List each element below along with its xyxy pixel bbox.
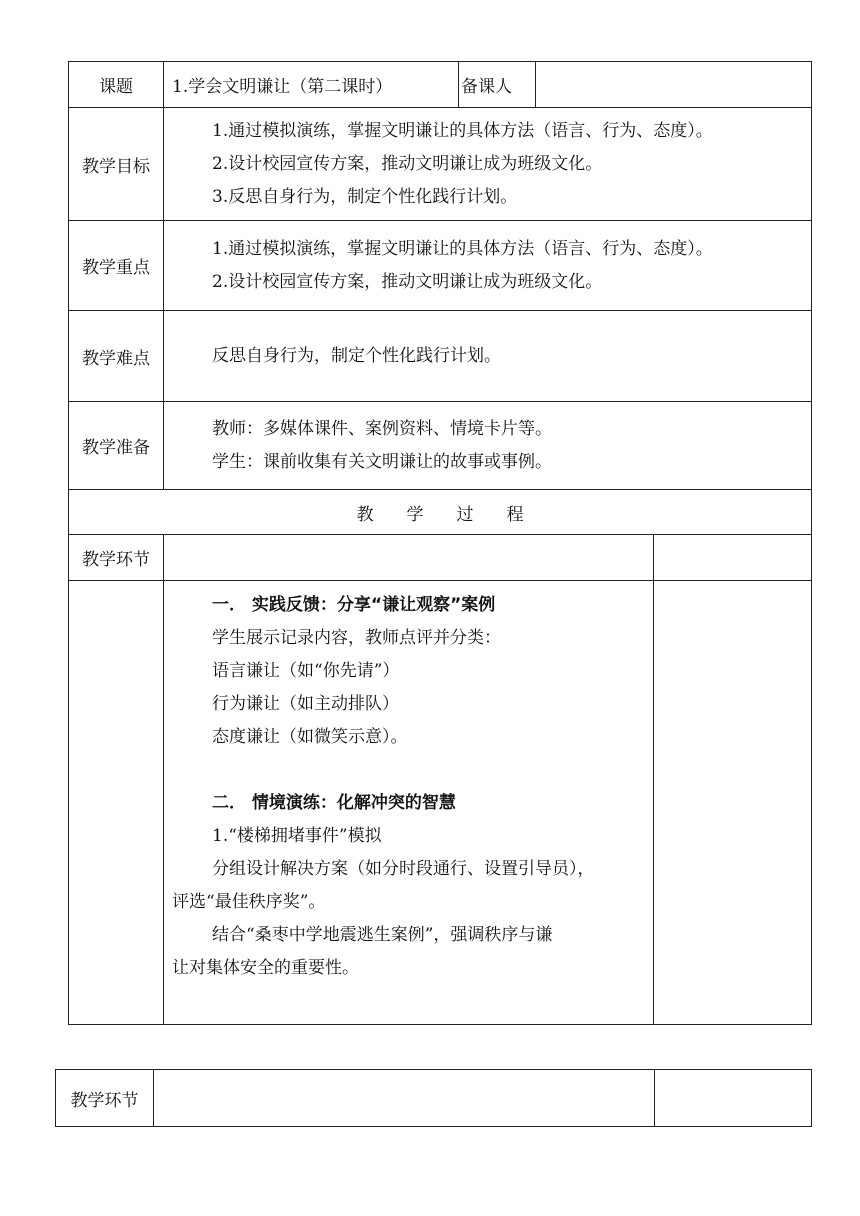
difficulty-item: 反思自身行为，制定个性化践行计划。: [212, 345, 501, 366]
preparation-item: 学生：课前收集有关文明谦让的故事或事例。: [212, 451, 552, 472]
section1-line: 行为谦让（如主动排队）: [212, 694, 399, 714]
key-points-label: 教学重点: [69, 221, 164, 311]
objectives-label: 教学目标: [69, 108, 164, 221]
section2-paragraph: 让对集体安全的重要性。: [172, 958, 359, 978]
process-stage-value: [164, 535, 654, 581]
process-stage-notes: [654, 535, 812, 581]
preparer-value: [536, 62, 812, 108]
section1-title: 一． 实践反馈：分享“谦让观察”案例: [212, 595, 496, 615]
preparation-item: 教师：多媒体课件、案例资料、情境卡片等。: [212, 418, 552, 439]
key-points-content: [164, 221, 812, 311]
difficulties-label: 教学难点: [69, 311, 164, 402]
process-left-cell: [69, 581, 164, 1025]
page2-stage-label: 教学环节: [56, 1070, 154, 1127]
topic-value: 1.学会文明谦让（第二课时）: [164, 62, 459, 108]
lesson-plan-table-page2: [55, 1069, 812, 1127]
process-heading: 教学过程: [69, 490, 812, 535]
section2-title: 二． 情境演练：化解冲突的智慧: [212, 793, 456, 813]
preparation-content: [164, 402, 812, 490]
page2-stage-notes: [655, 1070, 812, 1127]
preparation-label: 教学准备: [69, 402, 164, 490]
objective-item: 1.通过模拟演练，掌握文明谦让的具体方法（语言、行为、态度）。: [212, 120, 713, 141]
objectives-content: [164, 108, 812, 221]
process-content: [164, 581, 654, 1025]
objective-item: 3.反思自身行为，制定个性化践行计划。: [212, 186, 518, 207]
spacer: [172, 754, 653, 787]
section1-line: 学生展示记录内容，教师点评并分类：: [212, 628, 501, 648]
section2-paragraph: 分组设计解决方案（如分时段通行、设置引导员），: [212, 859, 595, 879]
section1-line: 语言谦让（如“你先请”）: [212, 661, 400, 681]
page2-stage-value: [154, 1070, 655, 1127]
process-notes-cell: [654, 581, 812, 1025]
lesson-plan-table: [68, 61, 812, 1025]
preparer-label: 备课人: [459, 62, 536, 108]
section2-paragraph: 结合“桑枣中学地震逃生案例”，强调秩序与谦: [212, 925, 553, 945]
section1-line: 态度谦让（如微笑示意）。: [212, 727, 408, 747]
key-point-item: 1.通过模拟演练，掌握文明谦让的具体方法（语言、行为、态度）。: [212, 238, 713, 259]
difficulties-content: [164, 311, 812, 402]
section2-item: 1.“楼梯拥堵事件”模拟: [212, 826, 382, 846]
objective-item: 2.设计校园宣传方案，推动文明谦让成为班级文化。: [212, 153, 603, 174]
key-point-item: 2.设计校园宣传方案，推动文明谦让成为班级文化。: [212, 271, 603, 292]
section2-paragraph: 评选“最佳秩序奖”。: [172, 892, 326, 912]
process-stage-label: 教学环节: [69, 535, 164, 581]
topic-label: 课题: [69, 62, 164, 108]
